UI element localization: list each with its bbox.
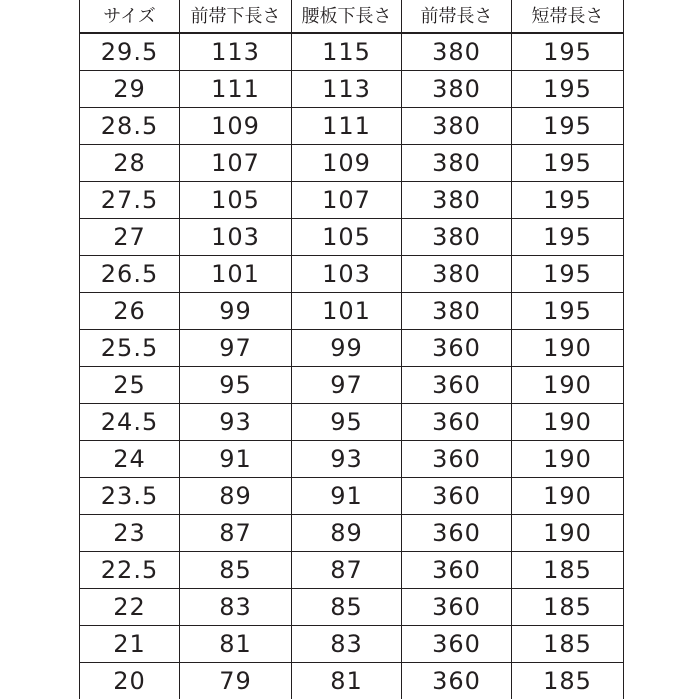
header-front-band-length: 前帯長さ bbox=[402, 0, 512, 33]
cell-waist-board-lower-length: 99 bbox=[292, 330, 402, 367]
cell-front-band-lower-length: 93 bbox=[180, 404, 292, 441]
table-row bbox=[80, 663, 624, 700]
cell-size: 22.5 bbox=[80, 552, 180, 589]
cell-waist-board-lower-length: 81 bbox=[292, 663, 402, 700]
cell-short-band-length: 195 bbox=[512, 256, 624, 293]
cell-size: 26.5 bbox=[80, 256, 180, 293]
cell-front-band-lower-length: 111 bbox=[180, 71, 292, 108]
cell-size: 29 bbox=[80, 71, 180, 108]
cell-size: 25 bbox=[80, 367, 180, 404]
cell-waist-board-lower-length: 107 bbox=[292, 182, 402, 219]
table-row bbox=[80, 182, 624, 219]
header-row bbox=[80, 0, 624, 33]
table-row bbox=[80, 589, 624, 626]
cell-front-band-lower-length: 87 bbox=[180, 515, 292, 552]
cell-front-band-length: 380 bbox=[402, 293, 512, 330]
cell-front-band-length: 380 bbox=[402, 256, 512, 293]
table-row bbox=[80, 256, 624, 293]
cell-front-band-length: 360 bbox=[402, 552, 512, 589]
cell-front-band-length: 380 bbox=[402, 145, 512, 182]
cell-front-band-length: 360 bbox=[402, 626, 512, 663]
cell-front-band-lower-length: 105 bbox=[180, 182, 292, 219]
cell-front-band-lower-length: 109 bbox=[180, 108, 292, 145]
table-body bbox=[80, 33, 624, 699]
cell-size: 20 bbox=[80, 663, 180, 700]
size-chart-table bbox=[79, 0, 624, 699]
cell-short-band-length: 190 bbox=[512, 515, 624, 552]
header-front-band-lower-length: 前帯下長さ bbox=[180, 0, 292, 33]
cell-short-band-length: 190 bbox=[512, 441, 624, 478]
table-row bbox=[80, 145, 624, 182]
header-size: サイズ bbox=[80, 0, 180, 33]
cell-front-band-length: 360 bbox=[402, 589, 512, 626]
cell-waist-board-lower-length: 89 bbox=[292, 515, 402, 552]
cell-waist-board-lower-length: 101 bbox=[292, 293, 402, 330]
cell-short-band-length: 185 bbox=[512, 589, 624, 626]
cell-front-band-length: 360 bbox=[402, 478, 512, 515]
cell-size: 27 bbox=[80, 219, 180, 256]
cell-front-band-lower-length: 97 bbox=[180, 330, 292, 367]
cell-size: 23 bbox=[80, 515, 180, 552]
cell-short-band-length: 195 bbox=[512, 293, 624, 330]
table-row bbox=[80, 478, 624, 515]
cell-size: 27.5 bbox=[80, 182, 180, 219]
cell-waist-board-lower-length: 111 bbox=[292, 108, 402, 145]
cell-waist-board-lower-length: 115 bbox=[292, 33, 402, 71]
cell-front-band-lower-length: 113 bbox=[180, 33, 292, 71]
cell-front-band-length: 380 bbox=[402, 219, 512, 256]
table-row bbox=[80, 71, 624, 108]
cell-front-band-lower-length: 85 bbox=[180, 552, 292, 589]
cell-waist-board-lower-length: 91 bbox=[292, 478, 402, 515]
cell-size: 21 bbox=[80, 626, 180, 663]
cell-front-band-length: 360 bbox=[402, 330, 512, 367]
table-row bbox=[80, 219, 624, 256]
table-row bbox=[80, 626, 624, 663]
cell-front-band-length: 360 bbox=[402, 515, 512, 552]
cell-size: 24.5 bbox=[80, 404, 180, 441]
cell-size: 29.5 bbox=[80, 33, 180, 71]
table-row bbox=[80, 367, 624, 404]
table-row bbox=[80, 404, 624, 441]
cell-front-band-length: 380 bbox=[402, 71, 512, 108]
cell-front-band-lower-length: 99 bbox=[180, 293, 292, 330]
cell-front-band-lower-length: 107 bbox=[180, 145, 292, 182]
cell-waist-board-lower-length: 83 bbox=[292, 626, 402, 663]
header-waist-board-lower-length: 腰板下長さ bbox=[292, 0, 402, 33]
cell-size: 25.5 bbox=[80, 330, 180, 367]
table-row bbox=[80, 330, 624, 367]
cell-waist-board-lower-length: 113 bbox=[292, 71, 402, 108]
cell-front-band-length: 360 bbox=[402, 367, 512, 404]
cell-short-band-length: 195 bbox=[512, 145, 624, 182]
cell-waist-board-lower-length: 103 bbox=[292, 256, 402, 293]
cell-waist-board-lower-length: 85 bbox=[292, 589, 402, 626]
table-row bbox=[80, 33, 624, 71]
cell-size: 28 bbox=[80, 145, 180, 182]
cell-short-band-length: 195 bbox=[512, 219, 624, 256]
cell-short-band-length: 195 bbox=[512, 33, 624, 71]
cell-front-band-lower-length: 95 bbox=[180, 367, 292, 404]
cell-waist-board-lower-length: 93 bbox=[292, 441, 402, 478]
cell-front-band-lower-length: 89 bbox=[180, 478, 292, 515]
cell-short-band-length: 190 bbox=[512, 404, 624, 441]
cell-front-band-length: 380 bbox=[402, 182, 512, 219]
cell-size: 28.5 bbox=[80, 108, 180, 145]
cell-size: 24 bbox=[80, 441, 180, 478]
cell-short-band-length: 195 bbox=[512, 182, 624, 219]
cell-front-band-length: 360 bbox=[402, 663, 512, 700]
cell-short-band-length: 195 bbox=[512, 71, 624, 108]
table-row bbox=[80, 441, 624, 478]
table-row bbox=[80, 293, 624, 330]
cell-short-band-length: 185 bbox=[512, 626, 624, 663]
table-row bbox=[80, 108, 624, 145]
cell-front-band-lower-length: 103 bbox=[180, 219, 292, 256]
cell-front-band-length: 380 bbox=[402, 108, 512, 145]
cell-waist-board-lower-length: 95 bbox=[292, 404, 402, 441]
cell-short-band-length: 185 bbox=[512, 663, 624, 700]
cell-front-band-lower-length: 101 bbox=[180, 256, 292, 293]
cell-waist-board-lower-length: 97 bbox=[292, 367, 402, 404]
cell-short-band-length: 190 bbox=[512, 478, 624, 515]
cell-short-band-length: 195 bbox=[512, 108, 624, 145]
cell-front-band-lower-length: 91 bbox=[180, 441, 292, 478]
cell-front-band-lower-length: 83 bbox=[180, 589, 292, 626]
cell-short-band-length: 190 bbox=[512, 367, 624, 404]
cell-front-band-length: 360 bbox=[402, 441, 512, 478]
cell-front-band-length: 360 bbox=[402, 404, 512, 441]
cell-front-band-length: 380 bbox=[402, 33, 512, 71]
cell-waist-board-lower-length: 109 bbox=[292, 145, 402, 182]
cell-waist-board-lower-length: 105 bbox=[292, 219, 402, 256]
cell-front-band-lower-length: 79 bbox=[180, 663, 292, 700]
cell-short-band-length: 190 bbox=[512, 330, 624, 367]
cell-size: 23.5 bbox=[80, 478, 180, 515]
cell-size: 26 bbox=[80, 293, 180, 330]
cell-short-band-length: 185 bbox=[512, 552, 624, 589]
cell-size: 22 bbox=[80, 589, 180, 626]
cell-front-band-lower-length: 81 bbox=[180, 626, 292, 663]
table-row bbox=[80, 552, 624, 589]
cell-waist-board-lower-length: 87 bbox=[292, 552, 402, 589]
header-short-band-length: 短帯長さ bbox=[512, 0, 624, 33]
table-row bbox=[80, 515, 624, 552]
